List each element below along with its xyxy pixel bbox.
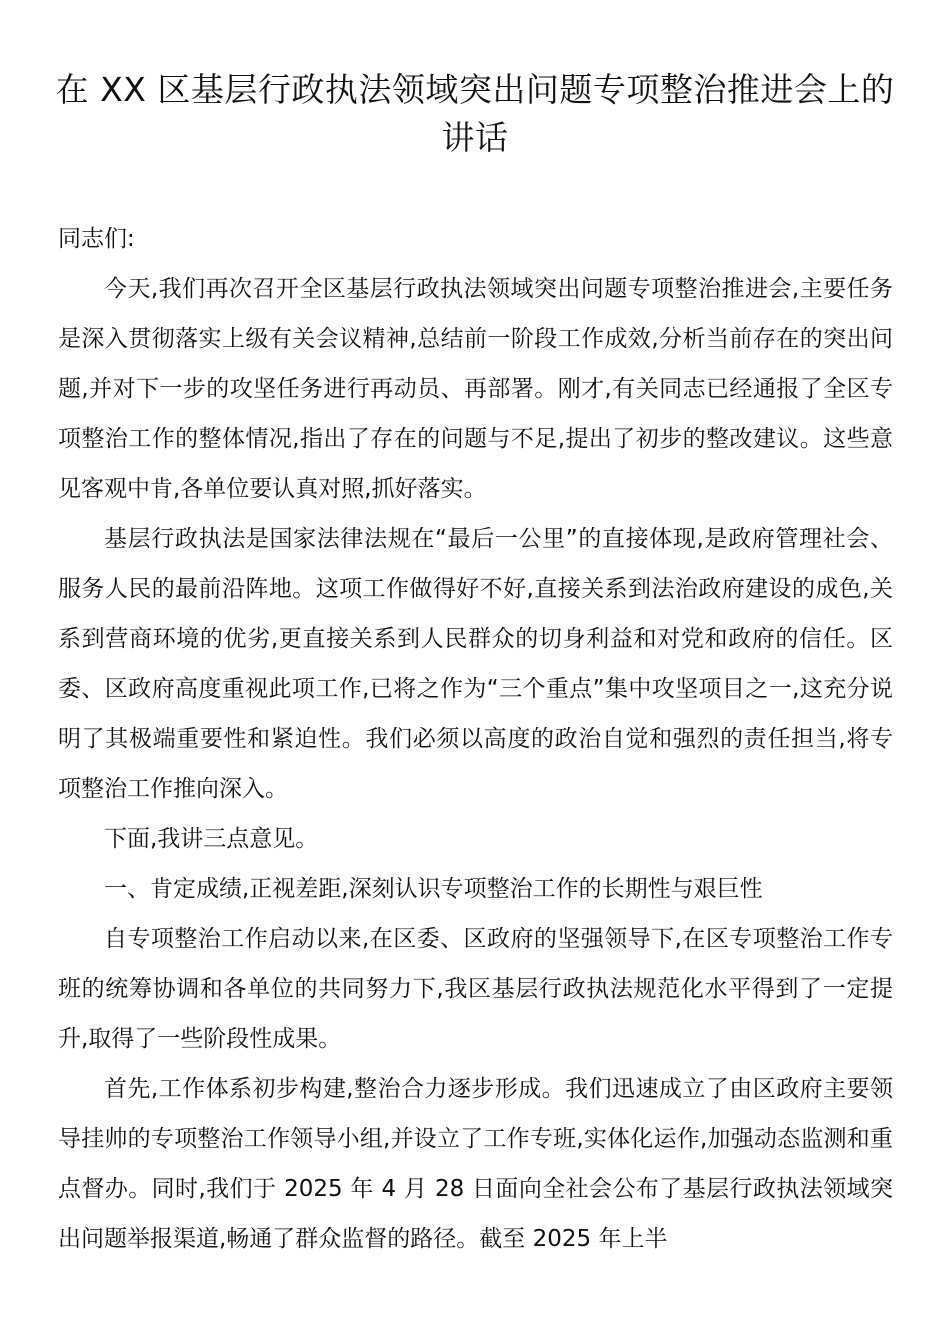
section-heading-one: 一、肯定成绩,正视差距,深刻认识专项整治工作的长期性与艰巨性 xyxy=(104,876,763,902)
paragraph-first-point: 首先,工作体系初步构建,整治合力逐步形成。我们迅速成立了由区政府主要领导挂帅的专项整治工作领导小组,并设立了工作专班,实体化运作,加强动态监测和重点督办。同时,我们于 2025 年 4 月 28 日面向全社会公布了基层行政执法领域突出问题举报渠道,畅通了群众监督的路径。截至 2025 年上半 xyxy=(58,1076,893,1252)
document-title: 在 XX 区基层行政执法领域突出问题专项整治推进会上的讲话 xyxy=(55,70,895,157)
paragraph-importance: 基层行政执法是国家法律法规在“最后一公里”的直接体现,是政府管理社会、服务人民的最前沿阵地。这项工作做得好不好,直接关系到法治政府建设的成色,关系到营商环境的优劣,更直接关系到人民群众的切身利益和对党和政府的信任。区委、区政府高度重视此项工作,已将之作为“三个重点”集中攻坚项目之一,这充分说明了其极端重要性和紧迫性。我们必须以高度的政治自觉和强烈的责任担当,将专项整治工作推向深入。 xyxy=(58,526,893,802)
paragraph-outline: 下面,我讲三点意见。 xyxy=(104,826,319,852)
paragraph-achievements: 自专项整治工作启动以来,在区委、区政府的坚强领导下,在区专项整治工作专班的统筹协调和各单位的共同努力下,我区基层行政执法规范化水平得到了一定提升,取得了一些阶段性成果。 xyxy=(58,926,893,1052)
salutation: 同志们: xyxy=(58,226,135,252)
document-body xyxy=(58,214,893,1264)
paragraph-opening: 今天,我们再次召开全区基层行政执法领域突出问题专项整治推进会,主要任务是深入贯彻落实上级有关会议精神,总结前一阶段工作成效,分析当前存在的突出问题,并对下一步的攻坚任务进行再动员、再部署。刚才,有关同志已经通报了全区专项整治工作的整体情况,指出了存在的问题与不足,提出了初步的整改建议。这些意见客观中肯,各单位要认真对照,抓好落实。 xyxy=(58,276,893,502)
